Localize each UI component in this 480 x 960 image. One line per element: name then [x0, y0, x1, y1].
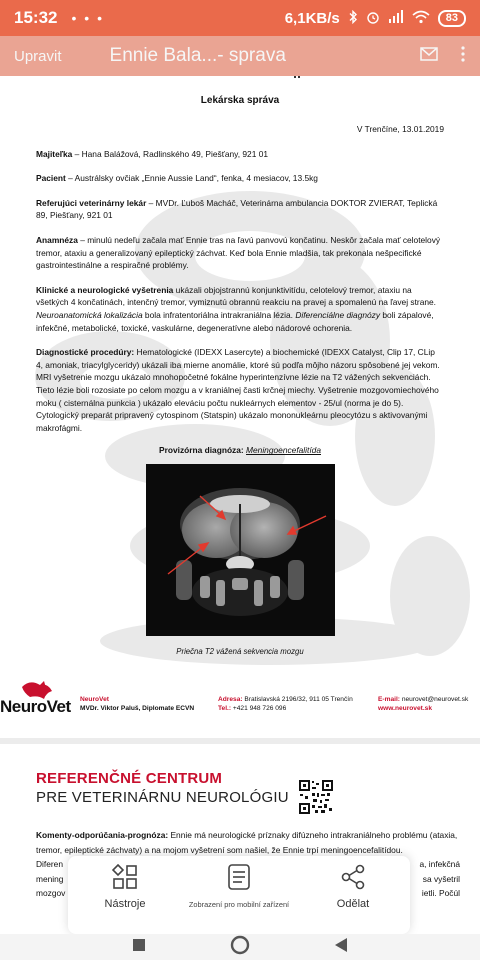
footer-address — [218, 695, 376, 705]
tools-label: Nástroje — [104, 898, 146, 910]
anamnesis — [36, 234, 444, 272]
status-indicators — [285, 10, 466, 27]
home-icon[interactable] — [230, 935, 250, 960]
footer-contact — [218, 695, 376, 714]
reference-center-line1: REFERENČNÉ CENTRUM — [36, 770, 223, 787]
mobile-view-label: Zobrazení pro mobilní zařízení — [188, 900, 290, 909]
status-bar — [0, 0, 480, 36]
mobile-view-icon — [227, 864, 251, 890]
document-title: Ennie Bala...- sprava — [109, 45, 286, 66]
footer-clinic-doctor: MVDr. Viktor Paluš, Diplomate ECVN — [80, 705, 195, 712]
line3-start: Diferen — [36, 859, 63, 869]
referring-vet — [36, 197, 444, 222]
clinical-exam — [36, 284, 444, 334]
wifi-icon — [412, 10, 430, 27]
report-body — [0, 95, 480, 658]
bluetooth-icon — [348, 10, 358, 27]
line3-end: a, infekčná — [419, 859, 460, 869]
status-notification-dots: • • • — [71, 10, 104, 26]
status-time: 15:32 — [14, 8, 58, 27]
android-nav-bar — [0, 934, 480, 960]
letterhead-footer — [0, 676, 480, 732]
pdf-toolbar — [68, 856, 410, 934]
mri-image — [146, 464, 335, 636]
footer-clinic — [80, 695, 210, 714]
anamnesis-text: – minulú nedeľu začala mať Ennie tras na ľavú panvovú končatinu. Neskôr začala mať celotelový tremor, ataxiu a generalizovaný epileptický záchvat. Keď bola Ennie mladšia, tak prekonala nešpecifické gastrointestinálne a respiračné problémy. — [36, 234, 441, 271]
localization-label: Neuroanatomická lokalizácia — [36, 309, 143, 320]
back-icon[interactable] — [334, 937, 348, 958]
exam-text-3: boli zápalové, infekčné, metabolické, toxické, vaskulárne, degeneratívne alebo nádorové ochorenia. — [36, 309, 434, 333]
recents-icon[interactable] — [132, 938, 146, 957]
footer-web-link[interactable]: www.neurovet.sk — [378, 705, 432, 712]
signal-icon — [388, 10, 404, 27]
exam-text-2: bola infratentoriálna intrakraniálna lézia. — [142, 309, 296, 320]
footer-email — [378, 695, 478, 705]
mail-icon[interactable] — [420, 47, 438, 66]
app-bar — [0, 36, 480, 76]
provisional-label: Provizórna diagnóza: — [159, 445, 247, 456]
report-title: Lekárska správa — [200, 95, 280, 106]
reference-center-line2: PRE VETERINÁRNU NEUROLÓGIU — [36, 789, 289, 806]
comments-text: Ennie má neurologické príznaky difúzneho intrakraniálneho problému (ataxia, tremor, epileptické záchvaty) a na mojom vyšetrení som našiel, že Ennie trpí meningoencefalitídou. — [36, 830, 458, 855]
diagnostic-procedures — [36, 346, 444, 434]
page-top-mark — [294, 76, 300, 78]
share-icon — [340, 864, 366, 890]
tools-grid-icon — [112, 864, 138, 890]
share-label: Odělat — [336, 898, 370, 910]
patient-label: Pacient — [36, 173, 66, 184]
alarm-icon — [366, 10, 380, 27]
address-text: Bratislavská 2196/32, 911 05 Trenčín — [242, 695, 353, 703]
exam-text-1: ukázali objojstrannú konjunktivitídu, celotelový tremor, ataxiu na všetkých 4 končatinách, intenčný tremor, vymiznutú obrannú reakciu na pravej a spomalenú na ľavej strane. — [36, 284, 437, 308]
differential-label: Diferenciálne diagnózy — [295, 309, 381, 320]
phone-label: Tel.: — [218, 705, 232, 712]
email-label: E-mail: — [378, 695, 400, 703]
footer-online — [378, 695, 478, 714]
neurovet-logo — [0, 679, 80, 729]
logo-wordmark: NeuroVet — [0, 697, 71, 716]
owner-label: Majiteľka — [36, 148, 73, 159]
more-options-icon[interactable] — [460, 46, 466, 67]
battery-indicator: 83 — [438, 10, 466, 27]
phone-text: +421 948 726 096 — [231, 705, 287, 712]
patient-text: – Austrálsky ovčiak „Ennie Aussie Land“, fenka, 4 mesiacov, 13.5kg — [65, 173, 318, 184]
comments-lines — [36, 828, 460, 857]
qr-code-icon — [298, 779, 334, 815]
share-button[interactable] — [296, 856, 410, 934]
line5-start: mozgov — [36, 888, 66, 898]
page-separator — [0, 738, 480, 744]
patient-line — [36, 172, 444, 185]
diagnostic-text: Hematologické (IDEXX Lasercyte) a biochemické (IDEXX Catalyst, Clip 17, CLip 4, amoniak, triacylglyceridy) ukázali iba mierne anomálie, ktoré sú podľa môjho názoru spôsobené jej vekom. MRI vyšetrenie mozgu ukázalo mnohopočetné fokálne hyperintenzívne lézie na T2 vážených sekvenciách. Tieto lézie boli rozosiate po celom mozgu a v kraniálnej časti krčnej miechy. Vyšetrenie mozgovomiechového moku ( cisternálna punkcia ) ukázalo eleváciu počtu nukleárnych elementov - 25/ul (norma je do 5). Cytologický preparát pripravený cytospinom (Statspin) ukázalo mononukleárnu pleocytózu s aktivovanými makrofágmi. — [36, 347, 440, 433]
anamnesis-label: Anamnéza — [36, 234, 78, 245]
tools-button[interactable] — [68, 856, 182, 934]
reference-center-heading — [36, 770, 289, 806]
footer-clinic-title: NeuroVet — [80, 695, 109, 703]
pdf-page[interactable] — [0, 76, 480, 934]
referring-label: Referujúci veterinárny lekár — [36, 197, 147, 208]
email-text: neurovet@neurovet.sk — [399, 695, 469, 703]
diagnostic-label: Diagnostické procedúry: — [36, 347, 135, 358]
owner-text: – Hana Balážová, Radlinského 49, Piešťany, 921 01 — [72, 148, 269, 159]
report-date: V Trenčíne, 13.01.2019 — [356, 124, 444, 134]
edit-button[interactable]: Upravit — [14, 47, 62, 65]
provisional-diagnosis — [36, 444, 444, 457]
exam-label: Klinické a neurologické vyšetrenia — [36, 284, 174, 295]
network-speed: 6,1KB/s — [284, 9, 340, 27]
comments-label: Komenty-odporúčania-prognóza: — [36, 830, 169, 840]
owner-line — [36, 148, 444, 161]
line4-end: sa vyšetril — [422, 873, 460, 884]
provisional-value: Meningoencefalitída — [246, 445, 321, 456]
footer-phone — [218, 704, 376, 714]
mobile-view-button[interactable] — [182, 856, 296, 934]
line5-end: ietli. Počúl — [421, 888, 460, 898]
address-label: Adresa: — [218, 695, 243, 703]
line4-start: mening — [36, 873, 64, 884]
figure-caption: Priečna T2 vážená sekvencia mozgu — [176, 646, 304, 656]
referring-text: – MVDr. Ľuboš Macháč, Veterinárna ambulancia DOKTOR ZVIERAT, Teplická 89, Piešťany, 921 01 — [36, 197, 438, 221]
